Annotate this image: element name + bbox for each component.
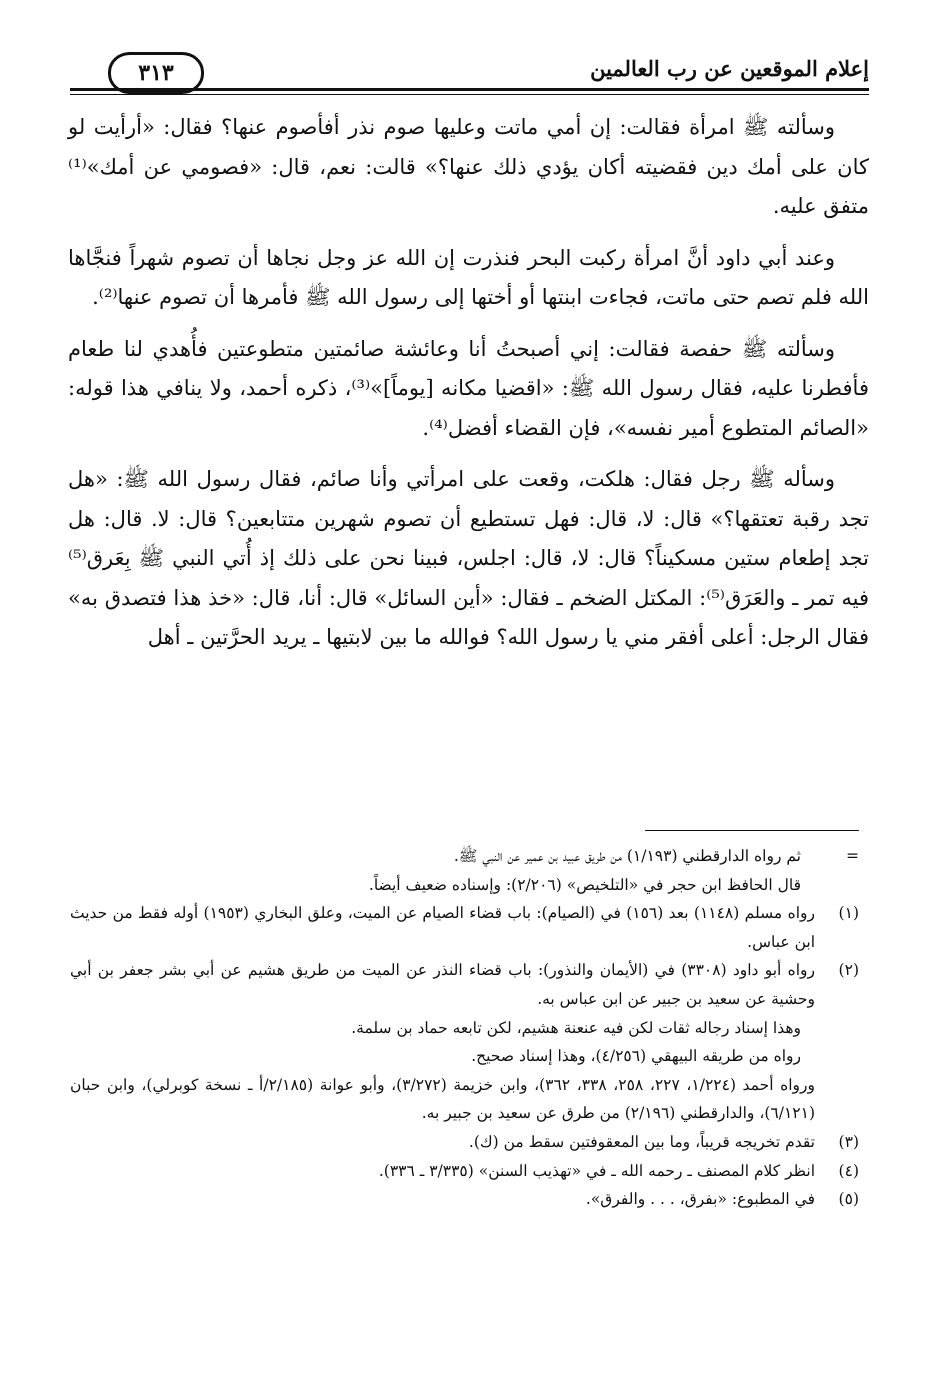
- main-text: [68, 108, 869, 670]
- footnote-number: (٣): [838, 1132, 859, 1151]
- footnote-5: [70, 1185, 859, 1214]
- footnote-continuation: [70, 842, 859, 899]
- footnote-line: قال الحافظ ابن حجر في «التلخيص» (٢/٢٠٦): وإسناده ضعيف أيضاً.: [368, 875, 801, 894]
- footnotes: [70, 842, 859, 1214]
- running-title: إعلام الموقعين عن رب العالمين: [590, 56, 869, 81]
- footnote-4: [70, 1157, 859, 1186]
- footnote-line: رواه مسلم (١١٤٨) بعد (١٥٦) في (الصيام): باب قضاء الصيام عن الميت، وعلق البخاري (١٩٥٣) أوله فقط من حديث ابن عباس.: [70, 904, 815, 951]
- footnote-3: [70, 1128, 859, 1157]
- page-number: ٣١٣: [138, 60, 174, 86]
- footnote-separator: [645, 830, 859, 831]
- footnote-line: وهذا إسناد رجاله ثقات لكن فيه عنعنة هشيم، لكن تابعه حماد بن سلمة.: [351, 1018, 801, 1037]
- footnote-number: =: [846, 847, 859, 865]
- paragraph: وعند أبي داود أنَّ امرأة ركبت البحر فنذرت إن الله عز وجل نجاها أن تصوم شهراً فنجَّاها الله فلم تصم حتى ماتت، فجاءت ابنتها أو أختها إلى رسول الله ﷺ فأمرها أن تصوم عنها⁽²⁾.: [68, 245, 869, 309]
- footnote-line: رواه أبو داود (٣٣٠٨) في (الأيمان والنذور): باب قضاء النذر عن الميت من طريق هشيم عن أبي بشر جعفر بن أبي وحشية عن سعيد بن جبير عن ابن عباس به.: [70, 961, 816, 1008]
- footnote-1: [70, 899, 859, 956]
- header-rule: [70, 88, 869, 91]
- paragraph: وسألته ﷺ امرأة فقالت: إن أمي ماتت وعليها صوم نذر أفأصوم عنها؟ فقال: «أرأيت لو كان على أمك دين فقضيته أكان يؤدي ذلك عنها؟» قالت: نعم، قال: «فصومي عن أمك»⁽¹⁾ متفق عليه.: [68, 115, 869, 218]
- header-rule-thin: [70, 94, 869, 95]
- footnote-line: ورواه أحمد (١/٢٢٤، ٢٢٧، ٢٥٨، ٣٣٨، ٣٦٢)، وابن خزيمة (٣/٢٧٢)، وأبو عوانة (٢/١٨٥/أ ـ نسخة كوبرلي)، وابن حبان (٦/١٢١)، والدارقطني (٢/١٩٦) من طرق عن سعيد بن جبير به.: [70, 1075, 815, 1123]
- footnote-line: في المطبوع: «بفرق، . . . والفرق».: [585, 1190, 815, 1209]
- footnote-number: (٤): [838, 1161, 859, 1180]
- footnote-line: تقدم تخريجه قريباً، وما بين المعقوفتين سقط من (ك).: [468, 1132, 815, 1151]
- paragraph: وسألته ﷺ حفصة فقالت: إني أصبحتُ أنا وعائشة صائمتين متطوعتين فأُهدي لنا طعام فأفطرنا عليه، فقال رسول الله ﷺ: «اقضيا مكانه [يوماً]»⁽³⁾، ذكره أحمد، ولا ينافي هذا قوله: «الصائم المتطوع أمير نفسه»، فإن القضاء أفضل⁽⁴⁾.: [68, 336, 869, 440]
- footnote-number: (٢): [838, 961, 859, 980]
- footnote-number: (١): [838, 904, 859, 923]
- paragraph: وسأله ﷺ رجل فقال: هلكت، وقعت على امرأتي وأنا صائم، فقال رسول الله ﷺ: «هل تجد رقبة تعتقها؟» قال: لا، قال: فهل تستطيع أن تصوم شهرين متتابعين؟ قال: لا. قال: هل تجد إطعام ستين مسكيناً؟ قال: لا، قال: اجلس، فبينا نحن على ذلك إذ أُتي النبي ﷺ بِعَرق⁽⁵⁾ فيه تمر ـ والعَرَق⁽⁵⁾: المكتل الضخم ـ فقال: «أين السائل» قال: أنا، قال: «خذ هذا فتصدق به» فقال الرجل: أعلى أفقر مني يا رسول الله؟ فوالله ما بين لابتيها ـ يريد الحرَّتين ـ أهل: [68, 467, 869, 649]
- footnote-2: [70, 956, 859, 1128]
- footnote-number: (٥): [838, 1190, 859, 1209]
- footnote-line: رواه من طريقه البيهقي (٤/٢٥٦)، وهذا إسناد صحيح.: [471, 1047, 801, 1066]
- footnote-line: ثم رواه الدارقطني (١/١٩٣) من طريق عبيد بن عمير عن النبي ﷺ.: [453, 847, 801, 865]
- footnote-line: انظر كلام المصنف ـ رحمه الله ـ في «تهذيب السنن» (٣/٣٣٥ ـ ٣٣٦).: [378, 1161, 815, 1180]
